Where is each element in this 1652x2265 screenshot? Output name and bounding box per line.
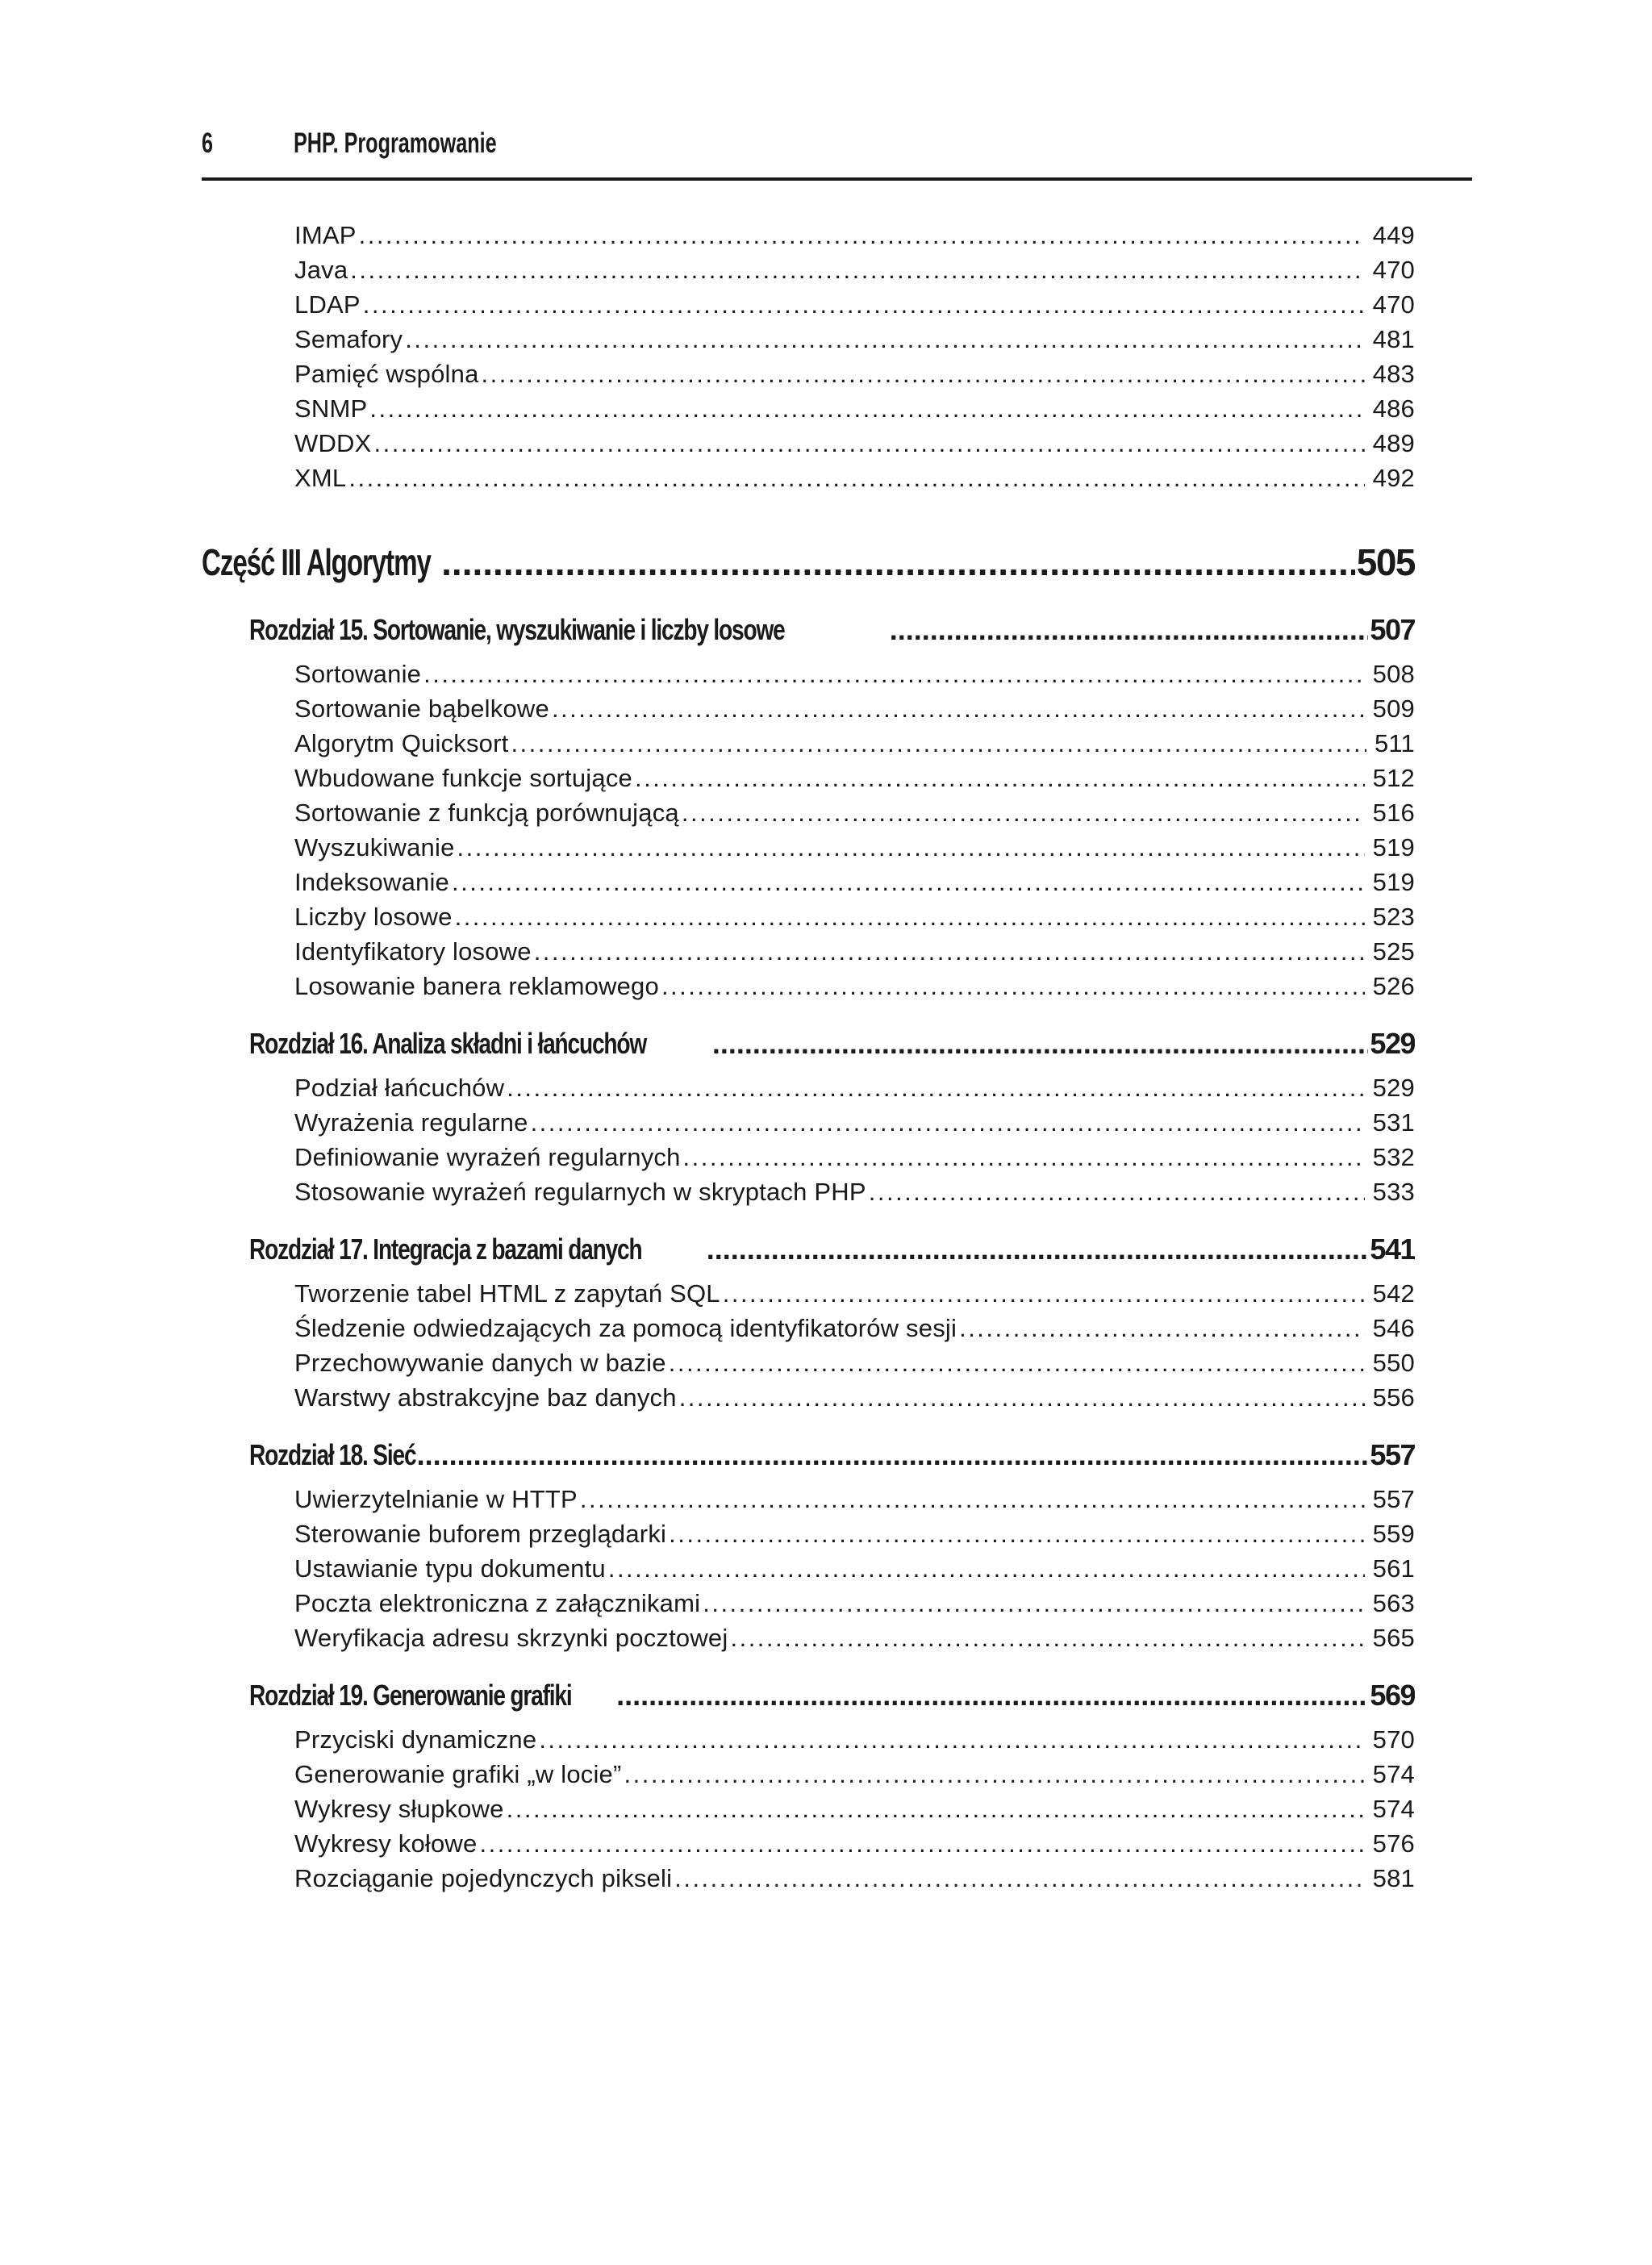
dot-leader bbox=[957, 1314, 1365, 1343]
dot-leader bbox=[622, 1760, 1365, 1789]
dot-leader bbox=[632, 764, 1365, 793]
toc-entry-page: 556 bbox=[1372, 1383, 1415, 1412]
toc-chapter-heading bbox=[249, 1438, 1415, 1475]
toc-entry-title: Rozciąganie pojedynczych pikseli bbox=[294, 1864, 673, 1892]
dot-leader bbox=[361, 290, 1365, 319]
dot-leader bbox=[455, 833, 1365, 862]
toc-entry-title: Weryfikacja adresu skrzynki pocztowej bbox=[294, 1624, 728, 1652]
toc-entry bbox=[294, 221, 1415, 256]
toc-entry-title: Wykresy słupkowe bbox=[294, 1795, 504, 1823]
dot-leader bbox=[728, 1624, 1364, 1653]
toc-entry bbox=[294, 290, 1415, 325]
dot-leader bbox=[348, 256, 1364, 285]
toc-entry bbox=[294, 1349, 1415, 1383]
toc-entry-page: 581 bbox=[1372, 1864, 1415, 1892]
dot-leader bbox=[449, 868, 1365, 897]
toc-entry-title: IMAP bbox=[294, 221, 357, 249]
toc-entry-page: 561 bbox=[1372, 1554, 1415, 1583]
toc-entry-title: Semafory bbox=[294, 325, 403, 353]
chapter-title: Rozdział 19. Generowanie grafiki bbox=[249, 1679, 572, 1712]
toc-entry bbox=[294, 1485, 1415, 1520]
toc-entry bbox=[294, 660, 1415, 695]
toc-entry-title: Algorytm Quicksort bbox=[294, 729, 509, 757]
toc-entry-page: 492 bbox=[1372, 464, 1415, 492]
toc-entry-title: Śledzenie odwiedzających za pomocą identyfikatorów sesji bbox=[294, 1314, 957, 1342]
chapter-title: Rozdział 15. Sortowanie, wyszukiwanie i liczby losowe bbox=[249, 613, 785, 646]
toc-entry bbox=[294, 256, 1415, 290]
dot-leader bbox=[549, 695, 1365, 724]
dot-leader bbox=[453, 903, 1365, 932]
dot-leader bbox=[704, 1233, 1369, 1266]
chapter-title: Rozdział 16. Analiza składni i łańcuchów bbox=[249, 1027, 647, 1060]
dot-leader bbox=[606, 1554, 1365, 1583]
chapter-page: 557 bbox=[1370, 1438, 1415, 1471]
toc-entry bbox=[294, 1760, 1415, 1795]
toc-entry-page: 526 bbox=[1372, 972, 1415, 1000]
chapter-page: 507 bbox=[1370, 613, 1415, 646]
dot-leader bbox=[666, 1520, 1365, 1549]
toc-entry bbox=[294, 868, 1415, 903]
toc-entry-page: 481 bbox=[1372, 325, 1415, 353]
dot-leader bbox=[346, 464, 1364, 493]
toc-chapter-heading bbox=[249, 1679, 1415, 1716]
toc-entry-title: Indeksowanie bbox=[294, 868, 449, 896]
toc-entry bbox=[294, 1143, 1415, 1178]
toc-entry-title: Java bbox=[294, 256, 348, 284]
toc-entry-title: Liczby losowe bbox=[294, 903, 453, 931]
toc-entry bbox=[294, 799, 1415, 833]
toc-entry-title: Losowanie banera reklamowego bbox=[294, 972, 659, 1000]
dot-leader bbox=[672, 1864, 1364, 1893]
dot-leader bbox=[367, 394, 1364, 423]
chapter-title: Rozdział 18. Sieć bbox=[249, 1438, 416, 1471]
toc-entry-title: Wyrażenia regularne bbox=[294, 1108, 528, 1137]
dot-leader bbox=[504, 1795, 1365, 1824]
toc-entry bbox=[294, 729, 1415, 764]
toc-entry-title: Podział łańcuchów bbox=[294, 1074, 505, 1102]
toc-entry-title: Identyfikatory losowe bbox=[294, 937, 532, 966]
toc-entry bbox=[294, 1725, 1415, 1760]
toc-entry bbox=[294, 429, 1415, 464]
toc-entry-page: 470 bbox=[1372, 290, 1415, 319]
toc-entry-page: 559 bbox=[1372, 1520, 1415, 1548]
toc-entry-title: Generowanie grafiki „w locie” bbox=[294, 1760, 622, 1788]
toc-entry-page: 519 bbox=[1372, 868, 1415, 896]
dot-leader bbox=[866, 1178, 1365, 1207]
toc-part-heading bbox=[202, 540, 1415, 586]
toc-entry-page: 563 bbox=[1372, 1589, 1415, 1617]
toc-entry-title: Wykresy kołowe bbox=[294, 1829, 478, 1858]
dot-leader bbox=[614, 1679, 1368, 1712]
dot-leader bbox=[659, 972, 1365, 1001]
toc-entry-page: 532 bbox=[1372, 1143, 1415, 1171]
toc-entry-page: 509 bbox=[1372, 695, 1415, 723]
dot-leader bbox=[710, 1027, 1369, 1061]
toc-entry-page: 516 bbox=[1372, 799, 1415, 827]
toc-entry-page: 576 bbox=[1372, 1829, 1415, 1858]
dot-leader bbox=[439, 540, 1355, 584]
toc-entry-title: Stosowanie wyrażeń regularnych w skryptach PHP bbox=[294, 1178, 866, 1206]
toc-entry bbox=[294, 903, 1415, 937]
toc-entry bbox=[294, 1279, 1415, 1314]
toc-entry bbox=[294, 764, 1415, 799]
toc-chapter-heading bbox=[249, 1027, 1415, 1064]
toc-entry bbox=[294, 1554, 1415, 1589]
toc-entry-page: 574 bbox=[1372, 1795, 1415, 1823]
toc-entry-page: 519 bbox=[1372, 833, 1415, 861]
dot-leader bbox=[477, 1829, 1364, 1858]
toc-entry bbox=[294, 1624, 1415, 1658]
toc-entry bbox=[294, 1108, 1415, 1143]
toc-entry-page: 489 bbox=[1372, 429, 1415, 457]
toc-entry-page: 565 bbox=[1372, 1624, 1415, 1652]
toc-entry-page: 570 bbox=[1372, 1725, 1415, 1754]
dot-leader bbox=[666, 1349, 1365, 1378]
dot-leader bbox=[528, 1108, 1365, 1137]
toc-entry bbox=[294, 833, 1415, 868]
toc-entry-title: Poczta elektroniczna z załącznikami bbox=[294, 1589, 701, 1617]
toc-entry-title: Ustawianie typu dokumentu bbox=[294, 1554, 606, 1583]
toc-entry-page: 508 bbox=[1372, 660, 1415, 688]
toc-entry-title: SNMP bbox=[294, 394, 368, 423]
toc-entry-page: 449 bbox=[1372, 221, 1415, 249]
dot-leader bbox=[679, 799, 1365, 828]
dot-leader bbox=[681, 1143, 1365, 1172]
toc-chapter-heading bbox=[249, 1233, 1415, 1270]
toc-entry-title: Sortowanie bąbelkowe bbox=[294, 695, 549, 723]
dot-leader bbox=[532, 937, 1365, 966]
toc-entry-title: Warstwy abstrakcyjne baz danych bbox=[294, 1383, 677, 1412]
toc-entry-page: 546 bbox=[1372, 1314, 1415, 1342]
book-title: PHP. Programowanie bbox=[294, 127, 497, 159]
toc-entry bbox=[294, 1520, 1415, 1554]
toc-entry-page: 511 bbox=[1374, 729, 1415, 757]
toc-entry-page: 470 bbox=[1372, 256, 1415, 284]
toc-entry bbox=[294, 695, 1415, 729]
toc-entry-page: 542 bbox=[1372, 1279, 1415, 1308]
dot-leader bbox=[403, 325, 1364, 354]
toc-entry bbox=[294, 1589, 1415, 1624]
toc-entry-title: Wbudowane funkcje sortujące bbox=[294, 764, 632, 792]
toc-entry bbox=[294, 1383, 1415, 1418]
toc-entry bbox=[294, 937, 1415, 972]
dot-leader bbox=[415, 1438, 1369, 1472]
toc-entry-title: Wyszukiwanie bbox=[294, 833, 455, 861]
toc-entry-page: 557 bbox=[1372, 1485, 1415, 1513]
toc-entry-title: Przyciski dynamiczne bbox=[294, 1725, 537, 1754]
toc-entry-page: 574 bbox=[1372, 1760, 1415, 1788]
toc-entry-title: WDDX bbox=[294, 429, 372, 457]
toc-entry-title: Sortowanie z funkcją porównującą bbox=[294, 799, 679, 827]
page-number: 6 bbox=[202, 127, 214, 159]
toc-chapter-heading bbox=[249, 613, 1415, 650]
chapter-title: Rozdział 17. Integracja z bazami danych bbox=[249, 1233, 642, 1266]
toc-entry bbox=[294, 394, 1415, 429]
dot-leader bbox=[720, 1279, 1365, 1308]
toc-entry bbox=[294, 1864, 1415, 1899]
dot-leader bbox=[372, 429, 1365, 458]
dot-leader bbox=[536, 1725, 1364, 1754]
toc-entry bbox=[294, 325, 1415, 360]
dot-leader bbox=[700, 1589, 1364, 1618]
toc-entry-page: 550 bbox=[1372, 1349, 1415, 1377]
toc-entry-page: 523 bbox=[1372, 903, 1415, 931]
toc-entry-page: 486 bbox=[1372, 394, 1415, 423]
toc-entry-page: 512 bbox=[1372, 764, 1415, 792]
dot-leader bbox=[504, 1074, 1365, 1103]
toc-entry bbox=[294, 1314, 1415, 1349]
dot-leader bbox=[357, 221, 1365, 250]
toc-entry bbox=[294, 1178, 1415, 1212]
toc-entry-page: 533 bbox=[1372, 1178, 1415, 1206]
toc-entry bbox=[294, 972, 1415, 1007]
toc-entry bbox=[294, 464, 1415, 498]
chapter-page: 541 bbox=[1370, 1233, 1415, 1266]
dot-leader bbox=[508, 729, 1366, 758]
chapter-page: 529 bbox=[1370, 1027, 1415, 1060]
dot-leader bbox=[421, 660, 1365, 689]
toc-entry-page: 483 bbox=[1372, 360, 1415, 388]
dot-leader bbox=[887, 613, 1369, 647]
dot-leader bbox=[677, 1383, 1365, 1412]
toc-entry bbox=[294, 1795, 1415, 1829]
part-title: Część III Algorytmy bbox=[202, 541, 431, 583]
toc-entry bbox=[294, 1074, 1415, 1108]
toc-entry bbox=[294, 1829, 1415, 1864]
running-head bbox=[202, 127, 1472, 181]
toc-entry-title: Definiowanie wyrażeń regularnych bbox=[294, 1143, 681, 1171]
toc-entry-title: Pamięć wspólna bbox=[294, 360, 479, 388]
toc-entry-title: Uwierzytelnianie w HTTP bbox=[294, 1485, 578, 1513]
chapter-page: 569 bbox=[1370, 1679, 1415, 1712]
toc-entry-page: 525 bbox=[1372, 937, 1415, 966]
toc-entry-title: LDAP bbox=[294, 290, 361, 319]
toc-entry bbox=[294, 360, 1415, 394]
toc-entry-page: 531 bbox=[1372, 1108, 1415, 1137]
toc-entry-title: Przechowywanie danych w bazie bbox=[294, 1349, 666, 1377]
toc-entry-title: XML bbox=[294, 464, 347, 492]
toc-entry-page: 529 bbox=[1372, 1074, 1415, 1102]
part-page: 505 bbox=[1356, 541, 1415, 583]
toc-entry-title: Tworzenie tabel HTML z zapytań SQL bbox=[294, 1279, 720, 1308]
toc-entry-title: Sortowanie bbox=[294, 660, 422, 688]
toc-entry-title: Sterowanie buforem przeglądarki bbox=[294, 1520, 667, 1548]
dot-leader bbox=[479, 360, 1365, 389]
dot-leader bbox=[578, 1485, 1365, 1514]
